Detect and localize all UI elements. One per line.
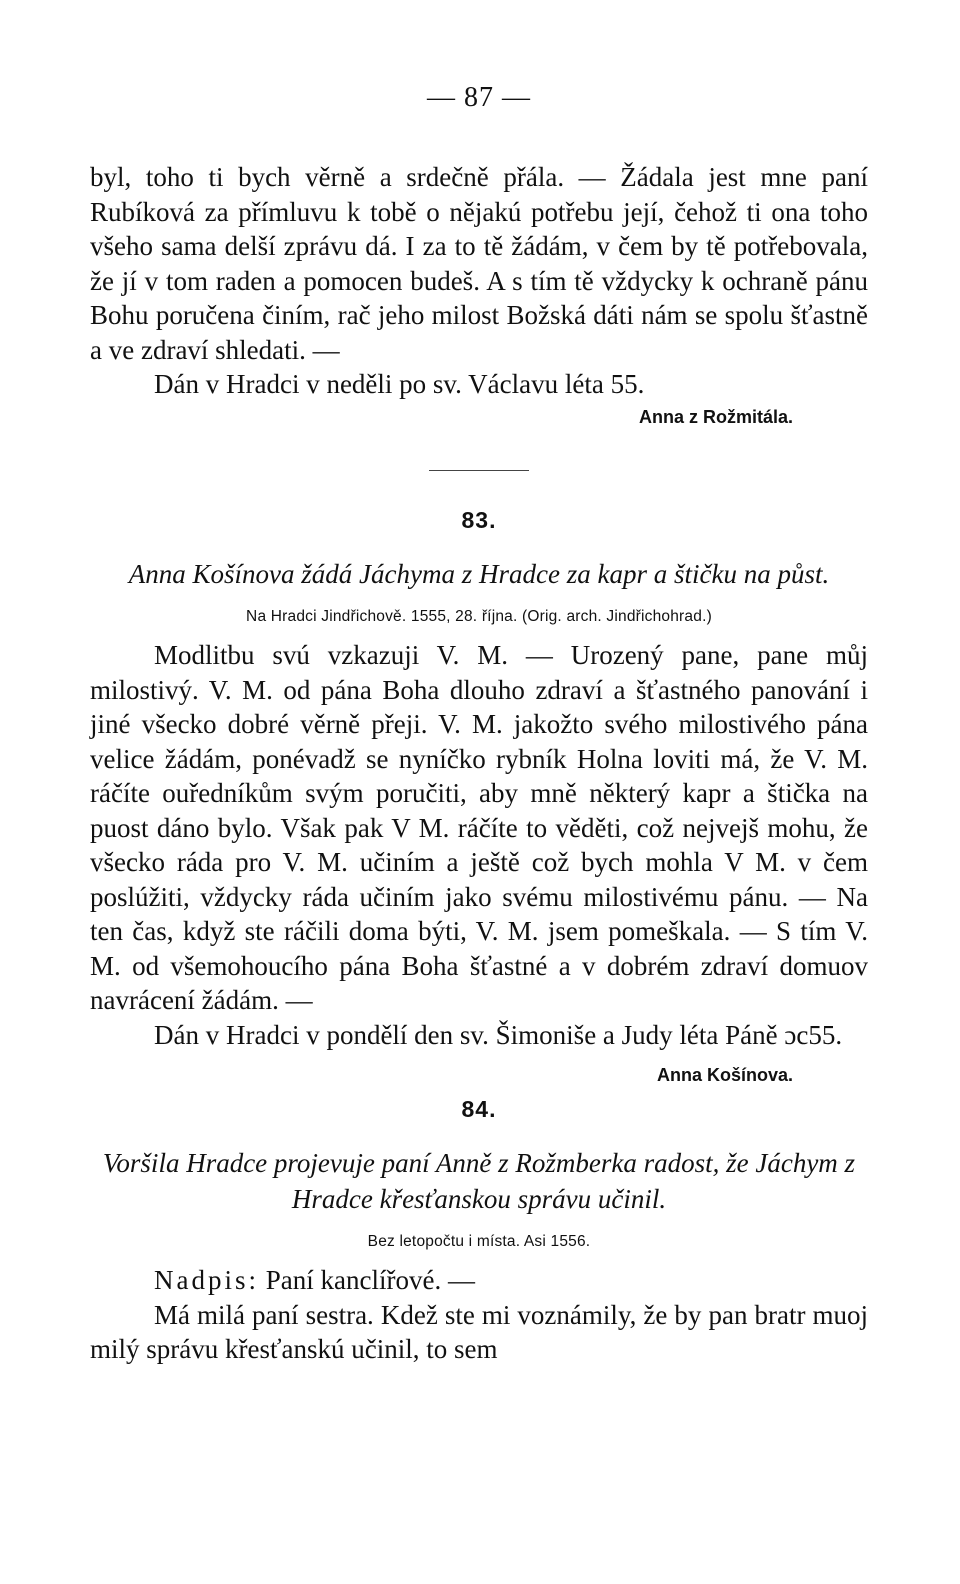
letter-83-body: Modlitbu svú vzkazuji V. M. — Urozený pane, pane můj milostivý. V. M. od pána Boha dlouho zdraví a šťastného panování i jiné všecko dobré věrně přeji. V. M. jakožto svého milostivého pána velice žádám, ponévadž se nyníčko rybník Holna loviti má, že V. M. ráčíte ouředníkům svým poručiti, aby mně některý kapr a štička na puost dáno bylo. Však pak V M. ráčíte to věděti, což nejvejš mohu, že všecko ráda pro V. M. učiním a ještě což bych mohla V M. v čem poslúžiti, vždycky ráda učiním jako svému milostivému pánu. — Na ten čas, když ste ráčili doma býti, V. M. jsem pomeškala. — S tím V. M. od všemohoucího pána Boha šťastné a v dobrém zdraví domuov navrácení žádám. — [90, 640, 868, 1015]
letter-83-meta: Na Hradci Jindřichově. 1555, 28. října. (Orig. arch. Jindřichohrad.) [246, 608, 712, 625]
letter-83-number: 83. [461, 507, 497, 533]
letter-83-date-text: Dán v Hradci v pondělí den sv. Šimoniše a Judy léta Páně ɔc55. [154, 1019, 843, 1050]
letter-84-body: Má milá paní sestra. Kdež ste mi voznámily, že by pan bratr muoj milý správu křesťanskú učinil, to sem [90, 1299, 868, 1364]
document-page [90, 82, 868, 1367]
letter-84-heading-text: Paní kanclířové. — [265, 1265, 475, 1295]
letter-84-heading [90, 1263, 868, 1298]
letter-84-number: 84. [461, 1096, 497, 1122]
letter-84-heading-label: Nadpis: [154, 1265, 259, 1295]
letter-83-date [90, 1018, 868, 1085]
letter-84 [90, 1263, 868, 1367]
letter-82-signature: Anna z Rožmitála. [638, 406, 793, 427]
letter-82-body: byl, toho ti bych věrně a srdečně přála. — Žádala jest mne paní Rubíková za přímluvu k tobě o nějakú potřebu její, čehož ti ona toho všeho sama delší zprávu dá. I za to tě žádám, v čem by tě potřebovala, že jí v tom raden a pomocen budeš. A s tím tě vždycky k ochraně pánu Bohu poručena činím, rač jeho milost Božská dáti nám se spolu šťastně a ve zdraví shledati. — [90, 162, 868, 365]
section-divider [429, 470, 529, 471]
letter-82-date: Dán v Hradci v neděli po sv. Václavu léta 55. [154, 369, 645, 399]
letter-84-title: Voršila Hradce projevuje paní Anně z Rožmberka radost, že Jáchym z Hradce křesťanskou správu učinil. [102, 1148, 856, 1214]
letter-82 [90, 160, 868, 434]
page-number: — 87 — [427, 82, 531, 113]
letter-83-title: Anna Košínova žádá Jáchyma z Hradce za kapr a štičku na půst. [128, 559, 830, 589]
letter-83 [90, 638, 868, 1085]
letter-83-signature: Anna Košínova. [656, 1065, 793, 1085]
letter-84-meta: Bez letopočtu i místa. Asi 1556. [367, 1233, 591, 1250]
